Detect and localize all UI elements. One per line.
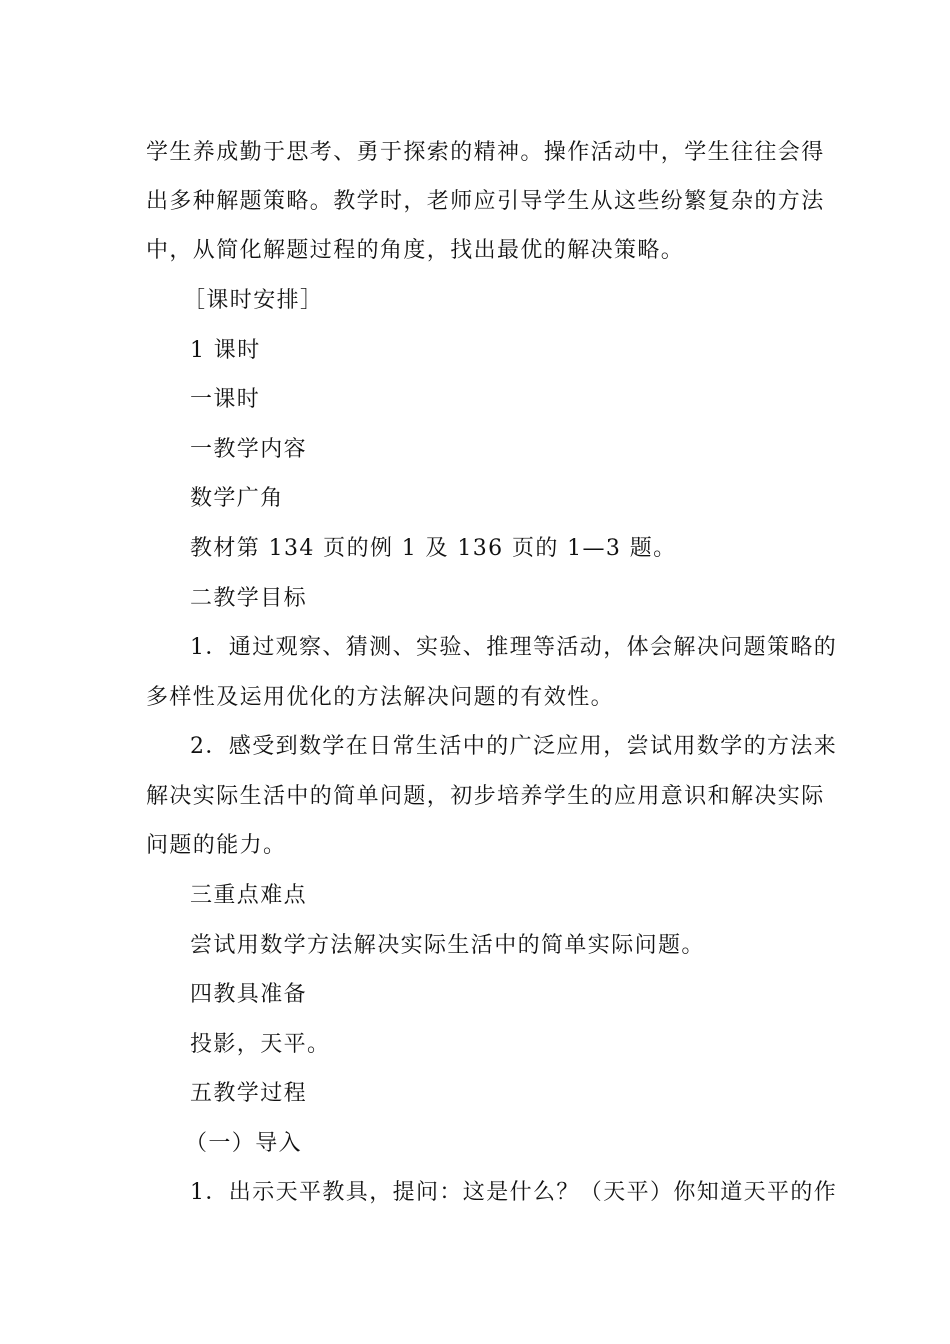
paragraph-line: 中，从简化解题过程的角度，找出最优的解决策略。	[146, 238, 685, 263]
section-heading: 一课时	[190, 387, 261, 412]
paragraph-line: 学生养成勤于思考、勇于探索的精神。操作活动中，学生往往会得	[146, 140, 825, 165]
section-heading: 四教具准备	[190, 982, 308, 1007]
list-item-line: 2．感受到数学在日常生活中的广泛应用，尝试用数学的方法来	[190, 734, 838, 759]
section-heading: 三重点难点	[190, 883, 308, 908]
paragraph-line: 1 课时	[190, 338, 261, 363]
paragraph-line: 出多种解题策略。教学时，老师应引导学生从这些纷繁复杂的方法	[146, 189, 825, 214]
list-item-line: 1．通过观察、猜测、实验、推理等活动，体会解决问题策略的	[190, 635, 838, 660]
subsection-heading: （一）导入	[185, 1131, 303, 1156]
section-heading: 二教学目标	[190, 586, 308, 611]
paragraph-line: 投影，天平。	[190, 1032, 331, 1057]
section-heading: 五教学过程	[190, 1081, 308, 1106]
list-item-line: 问题的能力。	[146, 833, 287, 858]
list-item-line: 多样性及运用优化的方法解决问题的有效性。	[146, 685, 615, 710]
section-heading: ［课时安排］	[183, 288, 324, 313]
paragraph-line: 尝试用数学方法解决实际生活中的简单实际问题。	[190, 933, 705, 958]
section-heading: 一教学内容	[190, 437, 308, 462]
paragraph-line: 教材第 134 页的例 1 及 136 页的 1—3 题。	[190, 536, 677, 561]
list-item-line: 解决实际生活中的简单问题，初步培养学生的应用意识和解决实际	[146, 784, 825, 809]
paragraph-line: 数学广角	[190, 486, 284, 511]
list-item-line: 1．出示天平教具，提问：这是什么？（天平）你知道天平的作	[190, 1180, 838, 1205]
